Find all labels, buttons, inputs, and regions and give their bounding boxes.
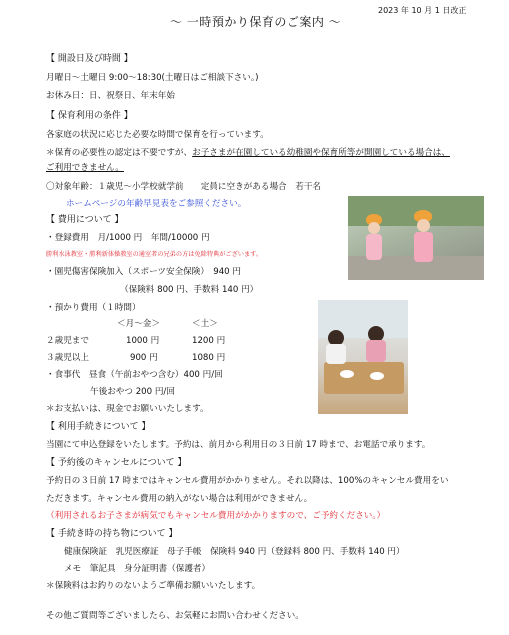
fee-row-saturday: 1200 円 [192,336,226,346]
insurance-fee: ・園児傷害保険加入（スポーツ安全保険） 940 円 [46,267,241,277]
plate [340,370,354,378]
conditions-line2-text: ＊保育の必要性の認定は不要ですが、 [46,148,193,158]
snack-fee: 午後おやつ 200 円/回 [90,387,175,397]
registration-fee: ・登録費用 月/1000 円 年間/10000 円 [46,233,210,243]
holidays: お休み日：日、祝祭日、年末年始 [46,91,175,101]
conditions-line2 [46,147,450,159]
child-body [414,232,433,262]
child-body [366,234,382,260]
cancel-warning: （利用されるお子さまが病気でもキャンセル費用がかかりますので、ご予約ください。） [46,511,386,521]
page-title: ～ 一時預かり保育のご案内 ～ [170,15,342,29]
fee-row-label: ２歳児まで [46,336,89,346]
items-line1: 健康保険証 乳児医療証 母子手帳 保険料 940 円（登録料 800 円、手数料 140 円） [64,547,405,557]
opening-hours: 月曜日～土曜日 9:00～18:30(土曜日はご相談下さい。) [46,73,259,83]
childcare-fee-heading: ・預かり費用（１時間） [46,303,141,313]
target-age: 〇対象年齢：１歳児～小学校就学前 定員に空きがある場合 若干名 [46,182,322,192]
children-eating-photo [318,300,408,414]
heading-items: 【 手続き時の持ち物について 】 [46,529,178,539]
cancel-line1: 予約日の３日前 17 時まではキャンセル費用がかかりません。それ以降は、100%のキャンセル費用をい [46,476,449,486]
photo-table [324,362,404,394]
age-chart-note: ホームページの年齢早見表をご参照ください。 [66,199,247,209]
fee-row-saturday: 1080 円 [192,353,226,363]
conditions-line1: 各家庭の状況に応じた必要な時間で保育を行っています。 [46,130,269,140]
col-weekday: ＜月～金＞ [117,319,160,329]
exemption-note: 勝利水泳教室・勝利新体操教室の通室者の兄弟の方は免除特典がございます。 [46,251,263,258]
plate [370,372,384,380]
heading-opening: 【 開設日及び時間 】 [46,54,133,64]
contact-note: その他ご質問等ございましたら、お気軽にお問い合わせください。 [46,611,304,621]
heading-fees: 【 費用について 】 [46,215,124,225]
items-line2: メモ 筆記具 身分証明書（保護者） [64,564,211,574]
heading-cancel: 【 予約後のキャンセルについて 】 [46,458,187,468]
child-body [326,344,346,364]
fee-row-weekday: 1000 円 [126,336,160,346]
child-body [366,340,386,362]
procedure-text: 当園にて申込登録をいたします。予約は、前月から利用日の３日前 17 時まで、お電話で承ります。 [46,440,431,450]
meal-fee: ・食事代 昼食（午前おやつ含む）400 円/回 [46,370,223,380]
children-walking-photo [348,196,484,280]
cancel-line2: ただきます。キャンセル費用の納入がない場合は利用ができません。 [46,494,313,504]
heading-conditions: 【 保育利用の条件 】 [46,111,133,121]
insurance-detail: （保険料 800 円、手数料 140 円） [120,285,259,295]
col-saturday: ＜土＞ [192,319,218,329]
revision-date: 2023 年 10 月 1 日改正 [378,6,467,15]
fee-row-weekday: 900 円 [130,353,158,363]
conditions-line2-underlined: お子さまが在園している幼稚園や保育所等が開園している場合は、 [192,148,450,158]
child-face [368,222,380,234]
fee-row-label: ３歳児以上 [46,353,89,363]
conditions-line3: ご利用できません。 [46,163,124,173]
child-face [417,219,430,232]
items-note: ＊保険料はお釣りのないようご準備お願いいたします。 [46,581,261,591]
heading-procedure: 【 利用手続きについて 】 [46,422,151,432]
payment-note: ＊お支払いは、現金でお願いいたします。 [46,404,209,414]
